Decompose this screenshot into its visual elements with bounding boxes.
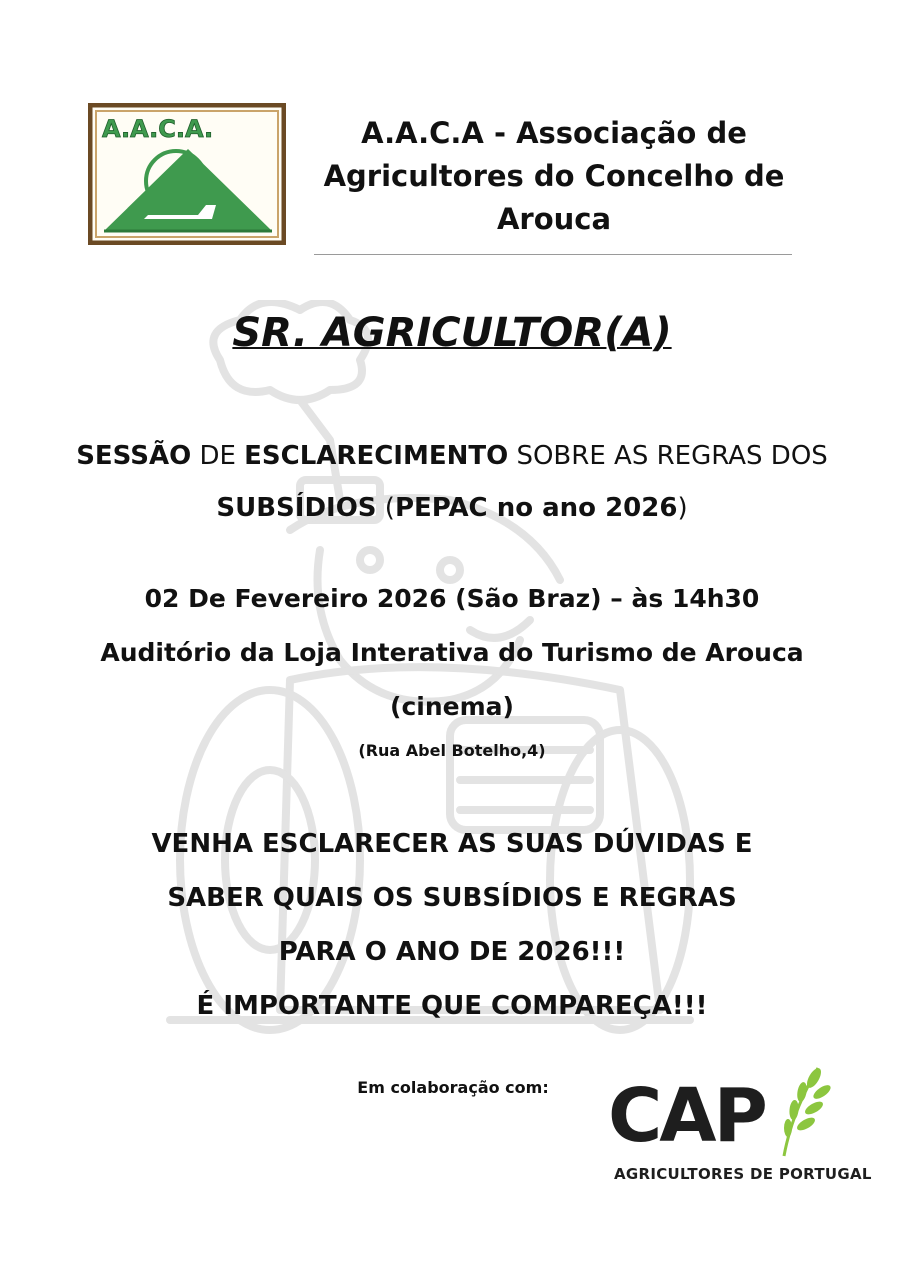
session-word-sessao: SESSÃO [76, 441, 192, 471]
session-text-sobre: SOBRE AS REGRAS DOS [508, 441, 828, 471]
callout-line-1: VENHA ESCLARECER AS SUAS DÚVIDAS E [151, 829, 753, 859]
cap-logo-text: CAP [608, 1073, 765, 1159]
callout-line-4: É IMPORTANTE QUE COMPAREÇA!!! [196, 991, 708, 1021]
collaboration-label: Em colaboração com: [357, 1078, 549, 1097]
aaca-logo-text: A.A.C.A. [102, 115, 214, 143]
cap-logo [608, 1062, 878, 1192]
header-divider [314, 254, 792, 255]
callout-line-2: SABER QUAIS OS SUBSÍDIOS E REGRAS [167, 883, 737, 913]
callout [60, 817, 844, 1033]
callout-line-3: PARA O ANO DE 2026!!! [278, 937, 626, 967]
event-details [60, 572, 844, 734]
session-text-paren-open: ( [376, 493, 395, 523]
event-venue: Auditório da Loja Interativa do Turismo de Arouca (cinema) [100, 638, 804, 721]
session-word-esclarecimento: ESCLARECIMENTO [244, 441, 509, 471]
wheat-icon [774, 1062, 834, 1158]
org-name: A.A.C.A - Associação de Agricultores do Concelho de Arouca [323, 116, 785, 236]
aaca-logo-icon [88, 103, 286, 245]
session-word-subsidios: SUBSÍDIOS [216, 493, 377, 523]
session-text-paren-close: ) [677, 493, 688, 523]
event-address: (Rua Abel Botelho,4) [358, 741, 546, 760]
session-text-de: DE [191, 441, 245, 471]
cap-tagline: AGRICULTORES DE PORTUGAL [614, 1165, 872, 1183]
session-word-pepac: PEPAC no ano 2026 [394, 493, 678, 523]
main-title: SR. AGRICULTOR(A) [232, 310, 672, 356]
session-description [60, 430, 844, 534]
event-date-time: 02 De Fevereiro 2026 (São Braz) – às 14h30 [144, 584, 760, 613]
